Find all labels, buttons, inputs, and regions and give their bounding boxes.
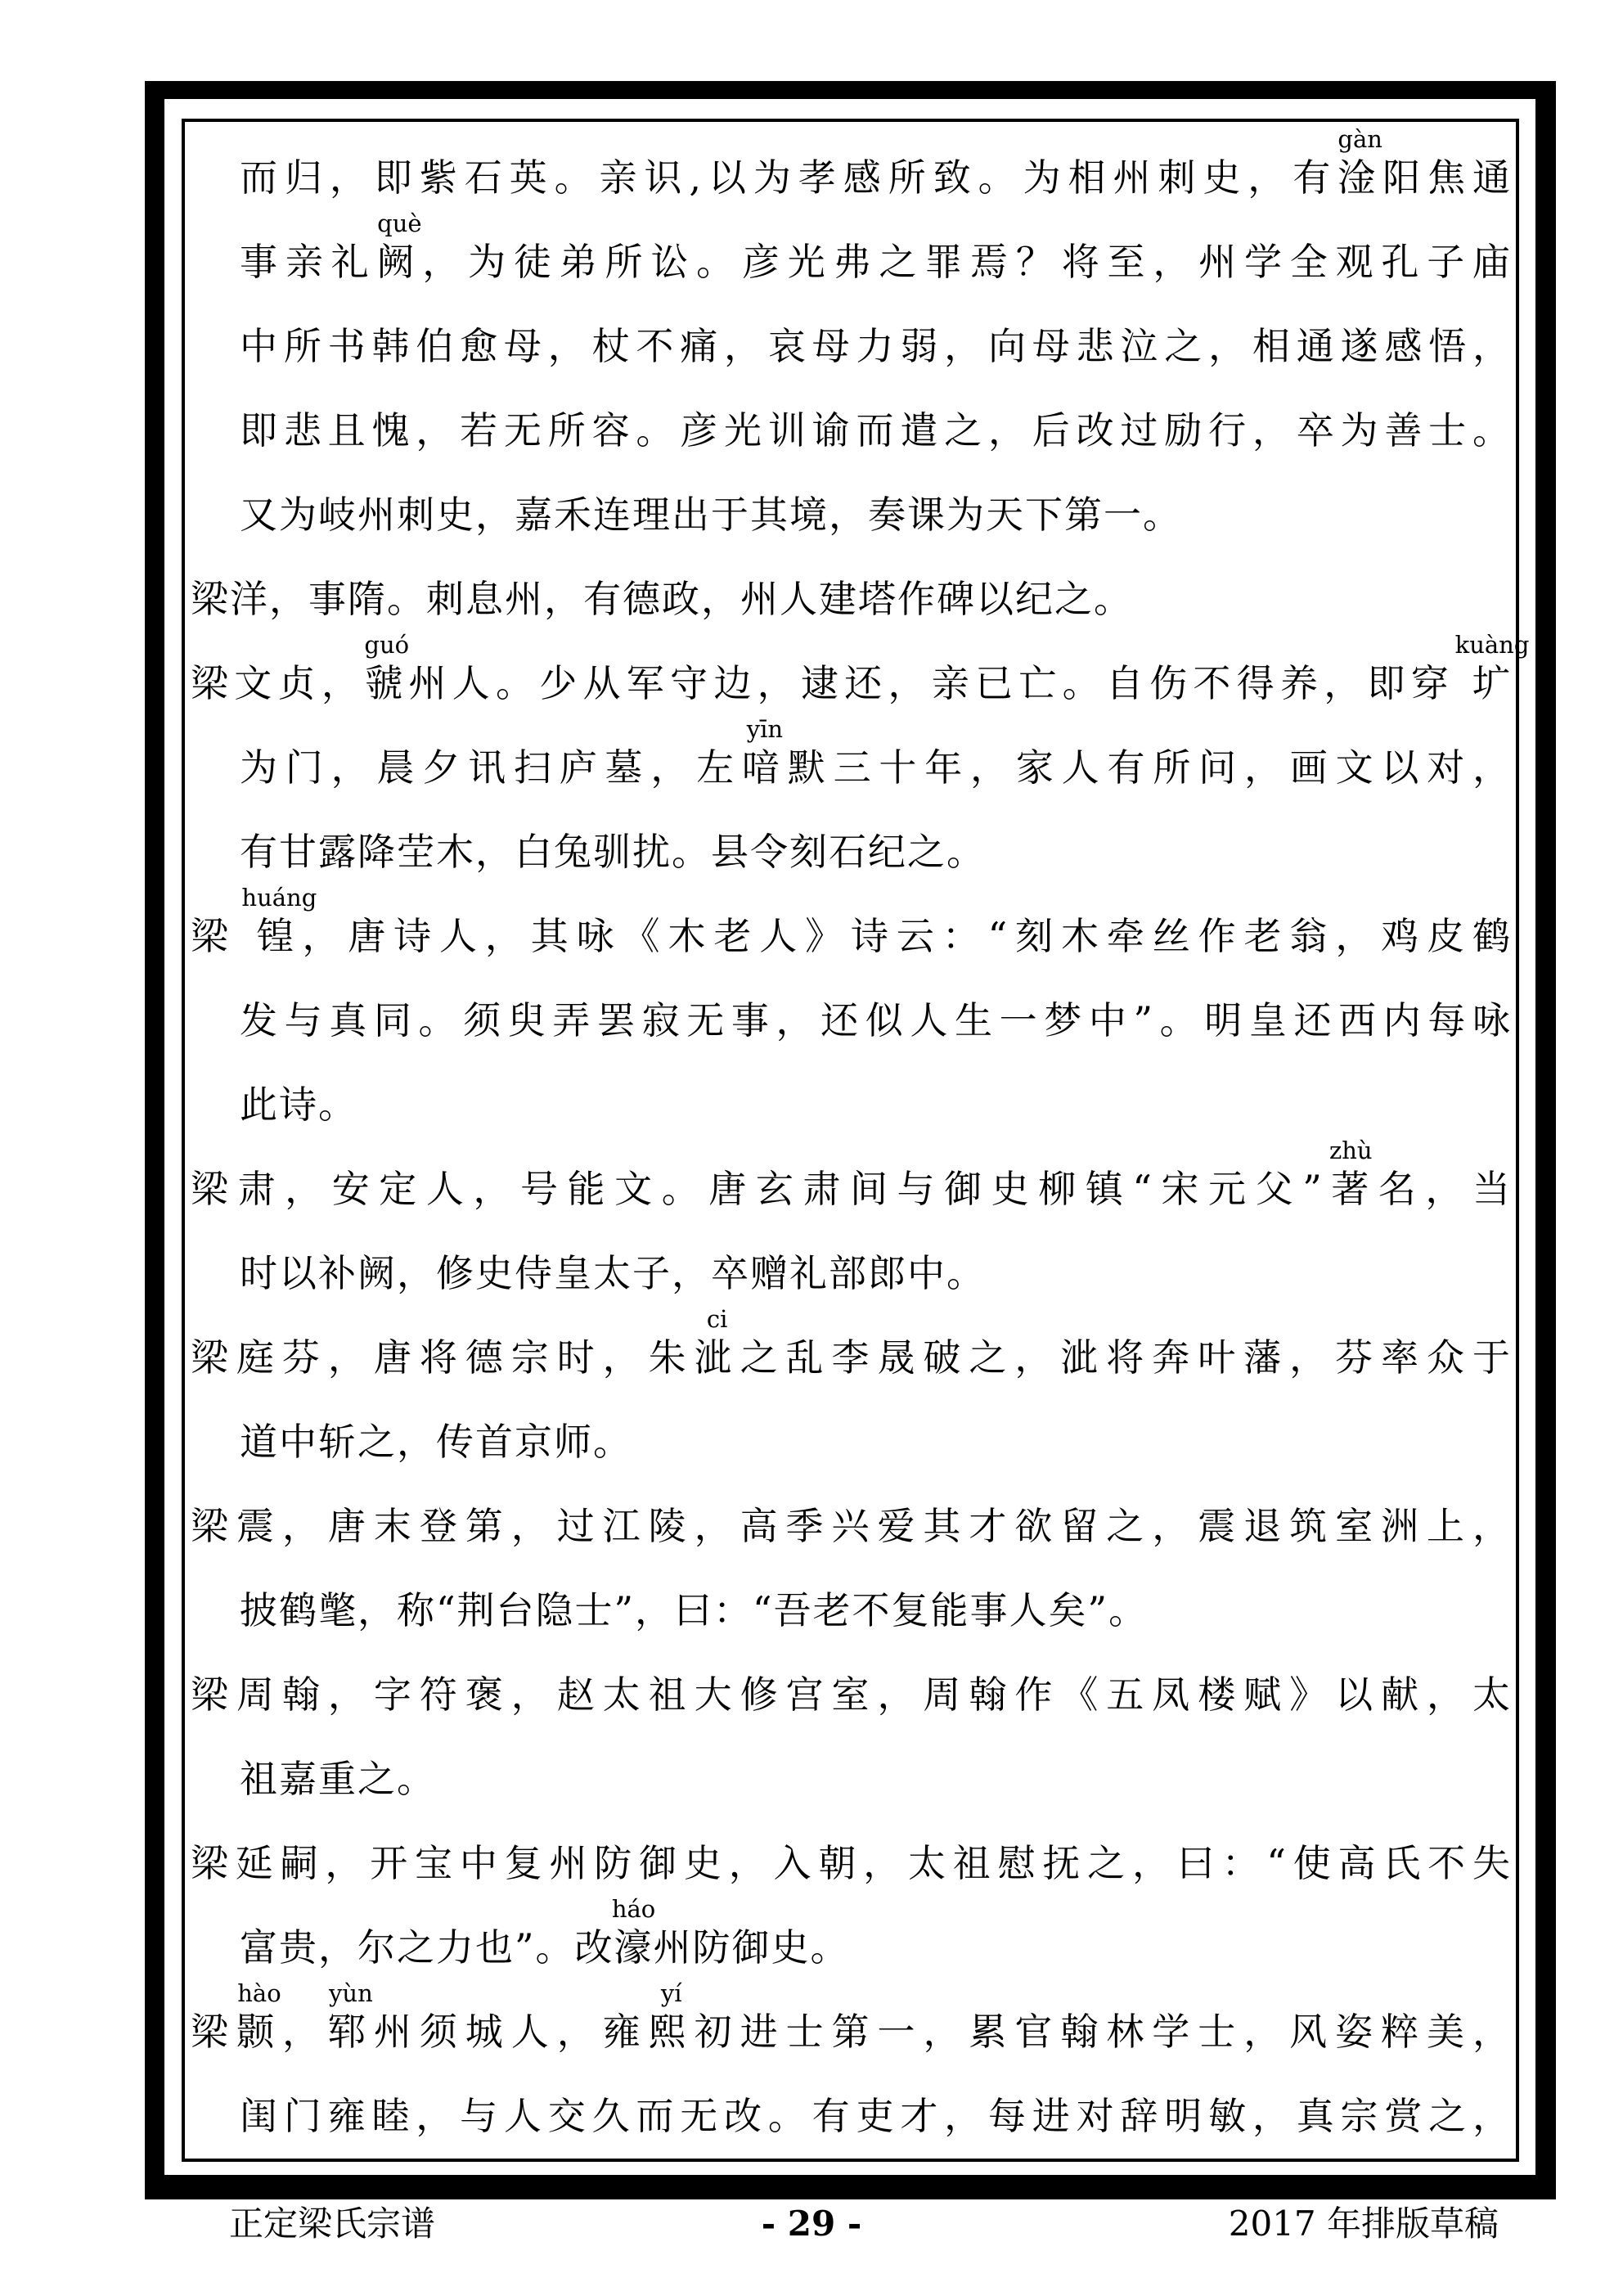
text-line — [191, 1305, 1513, 1400]
text-run: 之乱李晟破之，泚将奔叶藩，芬率众于 — [740, 1335, 1513, 1380]
text-line — [191, 1653, 1512, 1737]
text-line — [191, 1737, 1512, 1821]
footer-book-title: 正定梁氏宗谱 — [229, 2204, 436, 2244]
text-line — [191, 557, 1512, 642]
pinyin-annotated-char: yīn 喑 — [741, 715, 788, 790]
pinyin-annotation: ci — [706, 1305, 728, 1333]
text-line — [191, 209, 1513, 304]
text-run: 道中斩之，传首京师。 — [240, 1420, 632, 1464]
text-run: 默三十年，家人有所问，画文以对， — [787, 745, 1513, 790]
footer-page-number: - 29 - — [761, 2204, 862, 2244]
text-line — [191, 715, 1513, 810]
text-area — [191, 125, 1530, 2159]
text-line — [191, 1569, 1512, 1653]
text-run: 发与真同。须臾弄罢寂无事，还似人生一梦中”。明皇还西内每咏 — [240, 998, 1512, 1042]
pinyin-annotation: guó — [364, 631, 410, 659]
pinyin-annotated-char: ci 泚 — [694, 1305, 740, 1380]
text-line — [191, 1231, 1512, 1316]
pinyin-annotation: gàn — [1338, 125, 1382, 153]
text-line — [191, 884, 1512, 979]
pinyin-annotated-char: què 阙 — [376, 209, 423, 284]
pinyin-annotation: yí — [660, 1979, 682, 2007]
pinyin-annotation: què — [377, 209, 422, 237]
pinyin-annotated-char: gàn 淦 — [1338, 125, 1383, 200]
text-run: 阳焦通 — [1382, 155, 1513, 200]
pinyin-annotation: huáng — [241, 884, 317, 912]
pinyin-annotated-char: háo 濠 — [611, 1895, 656, 1970]
text-line — [191, 810, 1512, 894]
text-run: ，为徒弟所讼。彦光弗之罪焉？将至，州学全观孔子庙 — [422, 240, 1513, 284]
text-run: 梁肃，安定人，号能文。唐玄肃间与御史柳镇“宋元父” — [191, 1167, 1324, 1211]
text-line — [191, 1979, 1513, 2074]
text-run: 而归，即紫石英。亲识,以为孝感所致。为相州刺史，有 — [240, 155, 1338, 200]
text-run: 梁洋，事隋。刺息州，有德政，州人建塔作碑以纪之。 — [191, 577, 1133, 621]
text-run: 时以补阙，修史侍皇太子，卒赠礼部郎中。 — [240, 1251, 986, 1295]
text-run: 又为岐州刺史，嘉禾连理出于其境，奏课为天下第一。 — [240, 493, 1182, 537]
text-line — [191, 1895, 1512, 1990]
text-run: 中所书韩伯愈母，杖不痛，哀母力弱，向母悲泣之，相通遂感悟， — [240, 324, 1512, 368]
pinyin-annotation: yùn — [329, 1979, 373, 2007]
text-run: 州须城人，雍 — [373, 2010, 649, 2054]
text-run: ， — [281, 2010, 328, 2054]
text-run: 事亲礼 — [240, 240, 377, 284]
text-run: 此诗。 — [240, 1083, 357, 1127]
pinyin-annotated-char: yí 熙 — [648, 1979, 695, 2054]
text-run: 梁延嗣，开宝中复州防御史，入朝，太祖慰抚之，曰：“使高氏不失 — [191, 1841, 1512, 1885]
text-run: 州防御史。 — [653, 1925, 850, 1970]
pinyin-annotated-char: hào 颢 — [236, 1979, 282, 2054]
pinyin-annotation: háo — [611, 1895, 656, 1923]
text-line — [191, 389, 1512, 473]
text-run: 梁 — [191, 2010, 236, 2054]
pinyin-annotated-char: zhù 著 — [1323, 1137, 1378, 1211]
footer-draft-note: 2017 年排版草稿 — [1228, 2204, 1499, 2244]
pinyin-annotation: kuàng — [1454, 631, 1530, 659]
text-line — [191, 2074, 1512, 2159]
text-run: 梁 — [191, 914, 257, 958]
pinyin-annotation: yīn — [746, 715, 784, 743]
text-run: 祖嘉重之。 — [240, 1757, 436, 1801]
text-run: 富贵，尔之力也”。改 — [240, 1925, 614, 1970]
text-run: 为门，晨夕讯扫庐墓，左 — [240, 745, 742, 790]
pinyin-annotated-char: huáng 锽 — [241, 884, 317, 958]
text-run: 即悲且愧，若无所容。彦光训谕而遣之，后改过励行，卒为善士。 — [240, 408, 1512, 452]
page-footer — [0, 2199, 1623, 2249]
text-run: 州人。少从军守边，逮还，亲已亡。自伤不得养，即穿 — [408, 661, 1473, 705]
text-line — [191, 1063, 1512, 1147]
text-run: 初进士第一，累官翰林学士，风姿粹美， — [694, 2010, 1513, 2054]
text-run: 梁震，唐末登第，过江陵，高季兴爱其才欲留之，震退筑室洲上， — [191, 1504, 1512, 1548]
text-line — [191, 631, 1530, 726]
pinyin-annotated-char: guó 虢 — [364, 631, 410, 705]
text-run: 闺门雍睦，与人交久而无改。有吏才，每进对辞明敏，真宗赏之， — [240, 2094, 1512, 2138]
text-line — [191, 1484, 1512, 1569]
text-line — [191, 473, 1512, 557]
text-run: ，唐诗人，其咏《木老人》诗云：“刻木牵丝作老翁，鸡皮鹤 — [302, 914, 1512, 958]
text-line — [191, 1400, 1512, 1484]
text-line — [191, 1137, 1512, 1231]
text-line — [191, 979, 1512, 1063]
pinyin-annotated-char: kuàng 圹 — [1454, 631, 1530, 705]
text-run: 梁周翰，字符褒，赵太祖大修宫室，周翰作《五凤楼赋》以献，太 — [191, 1672, 1512, 1717]
text-run: 披鹤氅，称“荆台隐士”，曰：“吾老不复能事人矣”。 — [240, 1588, 1149, 1632]
text-run: 名，当 — [1378, 1167, 1512, 1211]
text-run: 梁庭芬，唐将德宗时，朱 — [191, 1335, 695, 1380]
pinyin-annotation: zhù — [1329, 1137, 1373, 1164]
text-line — [191, 304, 1512, 389]
text-line — [191, 1821, 1512, 1906]
pinyin-annotated-char: yùn 郓 — [327, 1979, 374, 2054]
pinyin-annotation: hào — [237, 1979, 281, 2007]
text-run: 梁文贞， — [191, 661, 366, 705]
text-line — [191, 125, 1513, 220]
text-run: 有甘露降茔木，白兔驯扰。县令刻石纪之。 — [240, 830, 986, 874]
